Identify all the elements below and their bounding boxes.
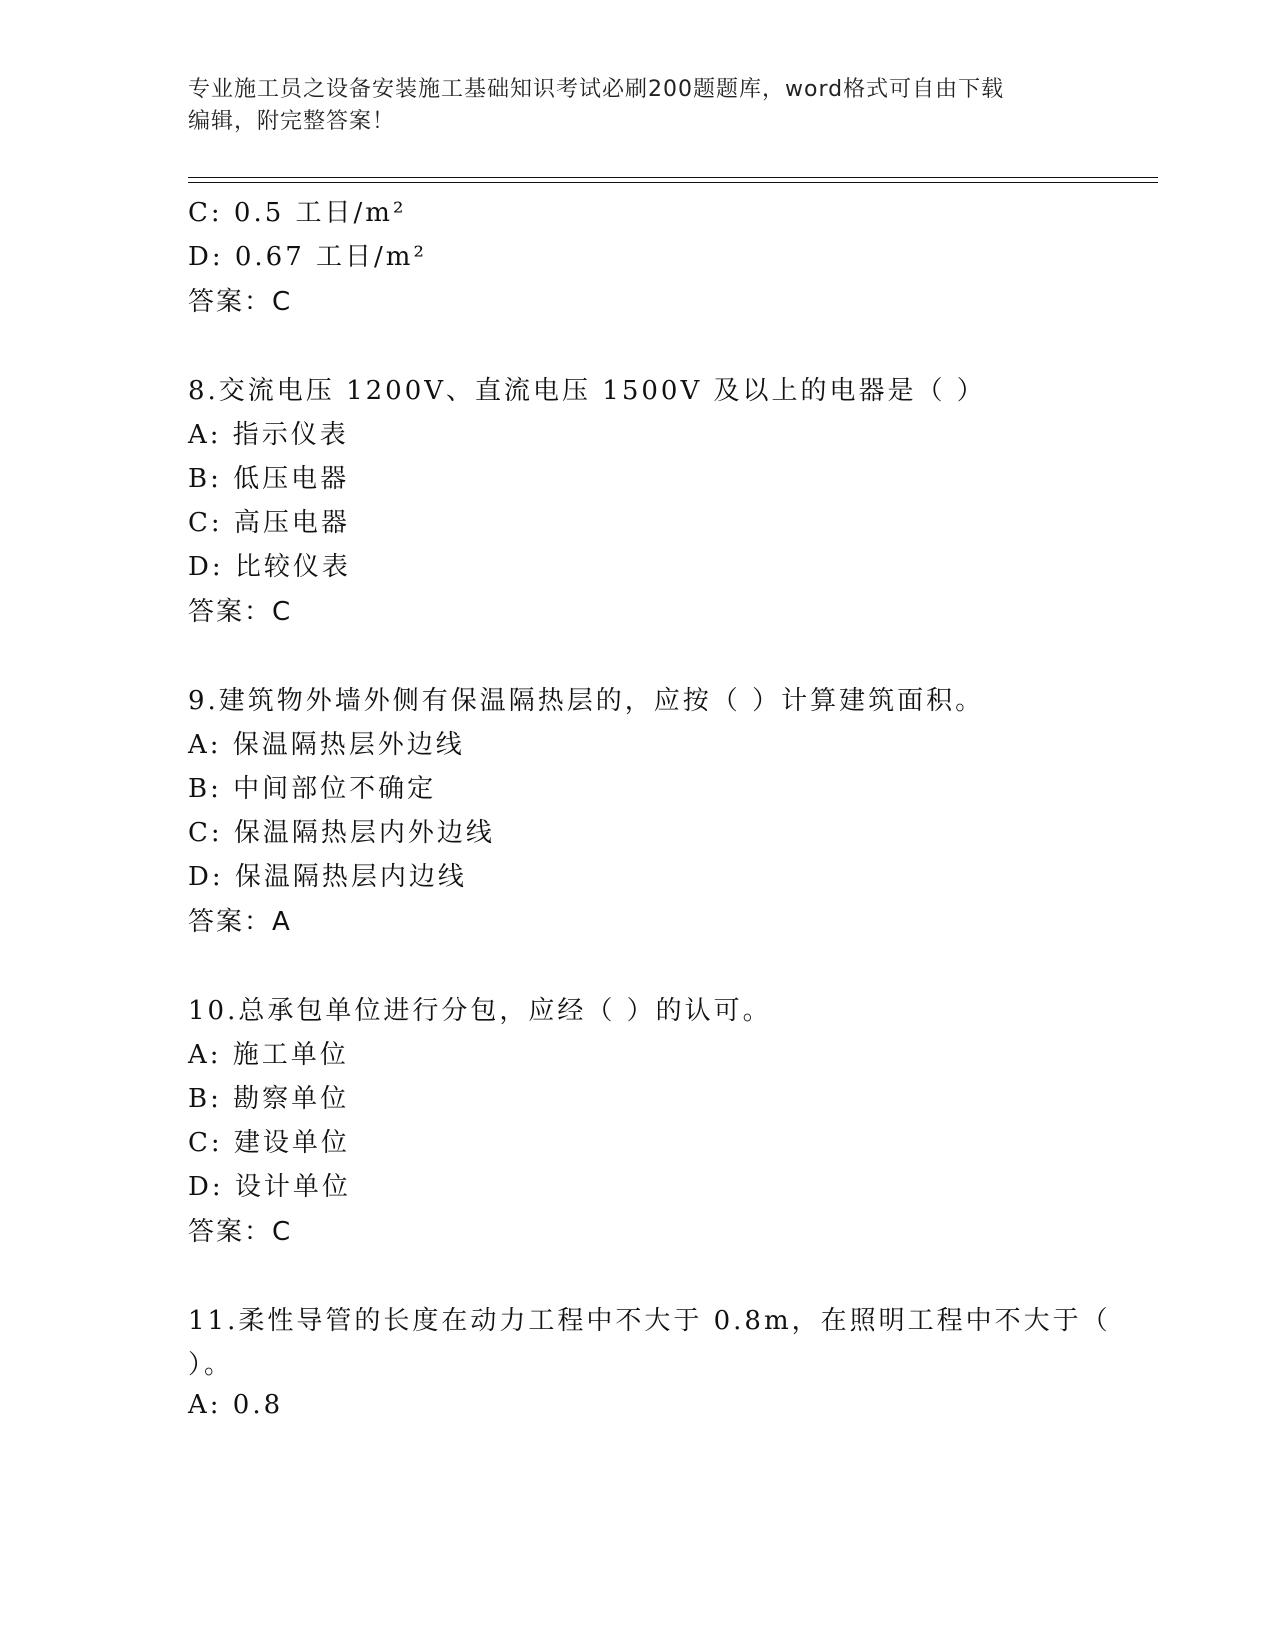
q10-option-c: C: 建设单位 <box>188 1128 350 1158</box>
q9-option-d: D: 保温隔热层内边线 <box>188 862 467 892</box>
q11-stem-line-2: ）。 <box>188 1350 234 1380</box>
prev-answer: 答案：C <box>188 287 293 317</box>
q10-answer: 答案：C <box>188 1217 293 1247</box>
q9-option-a: A: 保温隔热层外边线 <box>188 730 465 760</box>
q10-stem: 10.总承包单位进行分包，应经（ ）的认可。 <box>188 996 772 1026</box>
prev-option-c: C: 0.5 工日/m² <box>188 198 407 228</box>
q8-option-d: D: 比较仪表 <box>188 552 351 582</box>
q9-option-c: C: 保温隔热层内外边线 <box>188 818 495 848</box>
q9-stem: 9.建筑物外墙外侧有保温隔热层的，应按（ ）计算建筑面积。 <box>188 686 985 716</box>
prev-option-d: D: 0.67 工日/m² <box>188 242 427 272</box>
header-title-line-1: 专业施工员之设备安装施工基础知识考试必刷200题题库，word格式可自由下载 <box>188 77 1005 102</box>
q10-option-b: B: 勘察单位 <box>188 1084 350 1114</box>
header-divider-bottom <box>188 182 1158 183</box>
q11-option-a: A: 0.8 <box>188 1390 284 1420</box>
q11-stem-line-1: 11.柔性导管的长度在动力工程中不大于 0.8m，在照明工程中不大于（ <box>188 1306 1111 1336</box>
q8-answer: 答案：C <box>188 597 293 627</box>
q9-answer: 答案：A <box>188 907 292 937</box>
q10-option-d: D: 设计单位 <box>188 1172 351 1202</box>
q8-option-a: A: 指示仪表 <box>188 420 349 450</box>
document-header <box>188 74 1088 138</box>
q8-stem: 8.交流电压 1200V、直流电压 1500V 及以上的电器是（ ） <box>188 376 986 406</box>
q8-option-b: B: 低压电器 <box>188 464 350 494</box>
header-divider-top <box>188 177 1158 178</box>
q8-option-c: C: 高压电器 <box>188 508 350 538</box>
q9-option-b: B: 中间部位不确定 <box>188 774 437 804</box>
q10-option-a: A: 施工单位 <box>188 1040 349 1070</box>
header-title-line-2: 编辑，附完整答案！ <box>188 109 396 134</box>
